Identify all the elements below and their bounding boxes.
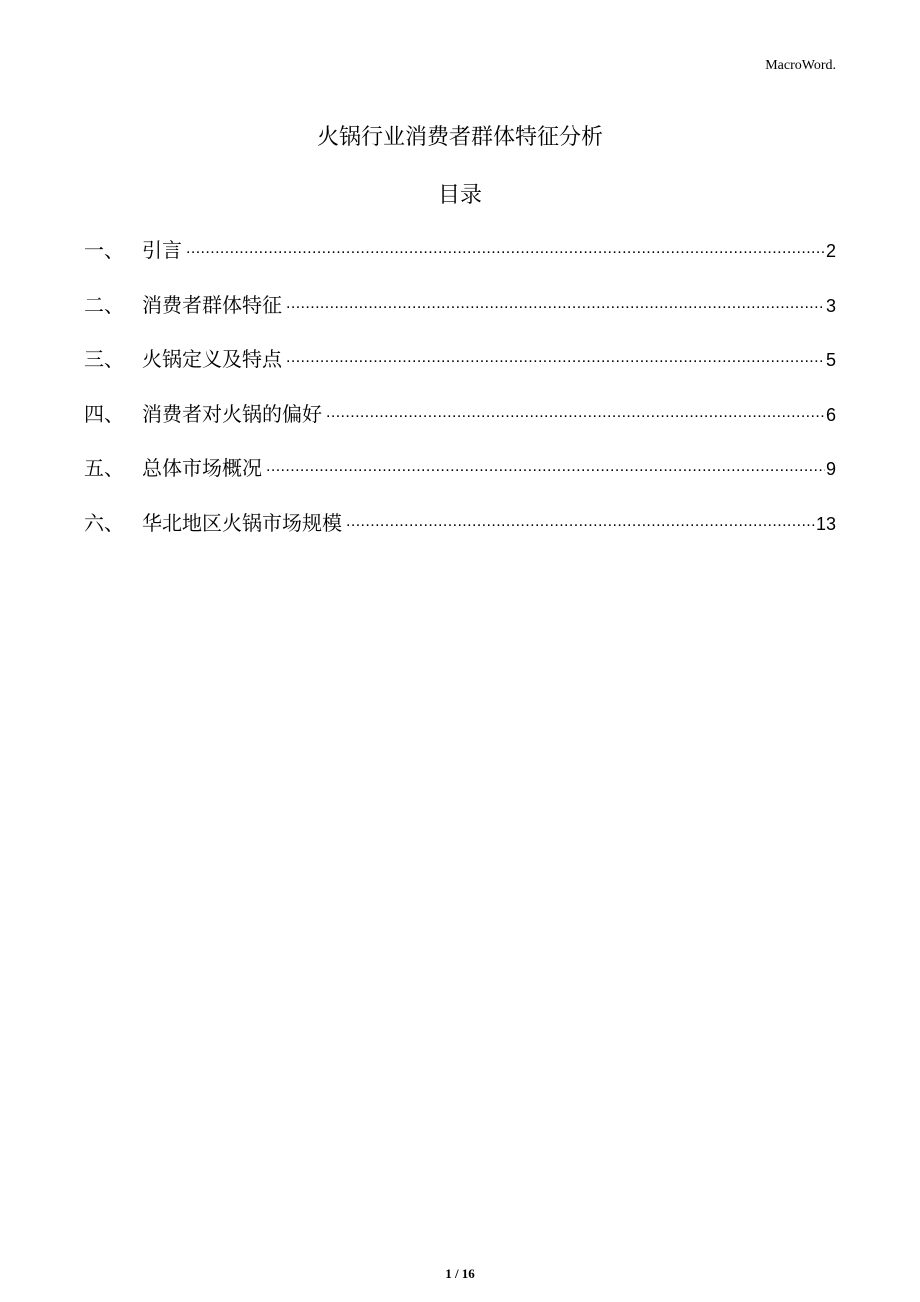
toc-entry-number: 一、 <box>84 238 124 262</box>
table-of-contents <box>84 234 836 561</box>
toc-entry-north-china-market[interactable] <box>84 507 836 562</box>
document-title: 火锅行业消费者群体特征分析 <box>316 125 603 150</box>
header-brand: MacroWord. <box>765 58 836 73</box>
toc-entry-number: 四、 <box>84 401 124 426</box>
toc-entry-number: 五、 <box>84 456 124 480</box>
toc-entry-page: 9 <box>825 459 836 479</box>
toc-entry-market-overview[interactable] <box>84 452 836 507</box>
toc-dot-leader <box>326 401 825 421</box>
toc-entry-introduction[interactable] <box>84 234 836 289</box>
toc-entry-number: 三、 <box>84 347 124 371</box>
toc-entry-page: 2 <box>825 241 836 261</box>
toc-heading: 目录 <box>437 183 482 208</box>
toc-entry-number: 二、 <box>84 292 124 317</box>
toc-entry-hotpot-definition[interactable] <box>84 343 836 398</box>
toc-entry-number: 六、 <box>84 510 124 535</box>
toc-entry-title: 消费者群体特征 <box>142 292 282 317</box>
toc-entry-consumer-group[interactable] <box>84 289 836 344</box>
toc-entry-title: 总体市场概况 <box>142 456 262 480</box>
toc-entry-title: 华北地区火锅市场规模 <box>142 510 342 535</box>
toc-entry-title: 消费者对火锅的偏好 <box>142 401 322 426</box>
page-indicator: 1 / 16 <box>445 1266 475 1281</box>
toc-entry-page: 13 <box>815 513 836 534</box>
toc-dot-leader <box>266 455 825 475</box>
toc-dot-leader <box>286 292 825 312</box>
toc-entry-title: 火锅定义及特点 <box>142 347 282 371</box>
toc-entry-title: 引言 <box>142 238 182 262</box>
toc-entry-page: 6 <box>825 404 836 425</box>
toc-entry-page: 5 <box>825 350 836 370</box>
toc-entry-consumer-preference[interactable] <box>84 398 836 453</box>
toc-dot-leader <box>286 346 825 366</box>
toc-dot-leader <box>186 237 825 257</box>
toc-dot-leader <box>346 510 815 530</box>
toc-entry-page: 3 <box>825 295 836 316</box>
